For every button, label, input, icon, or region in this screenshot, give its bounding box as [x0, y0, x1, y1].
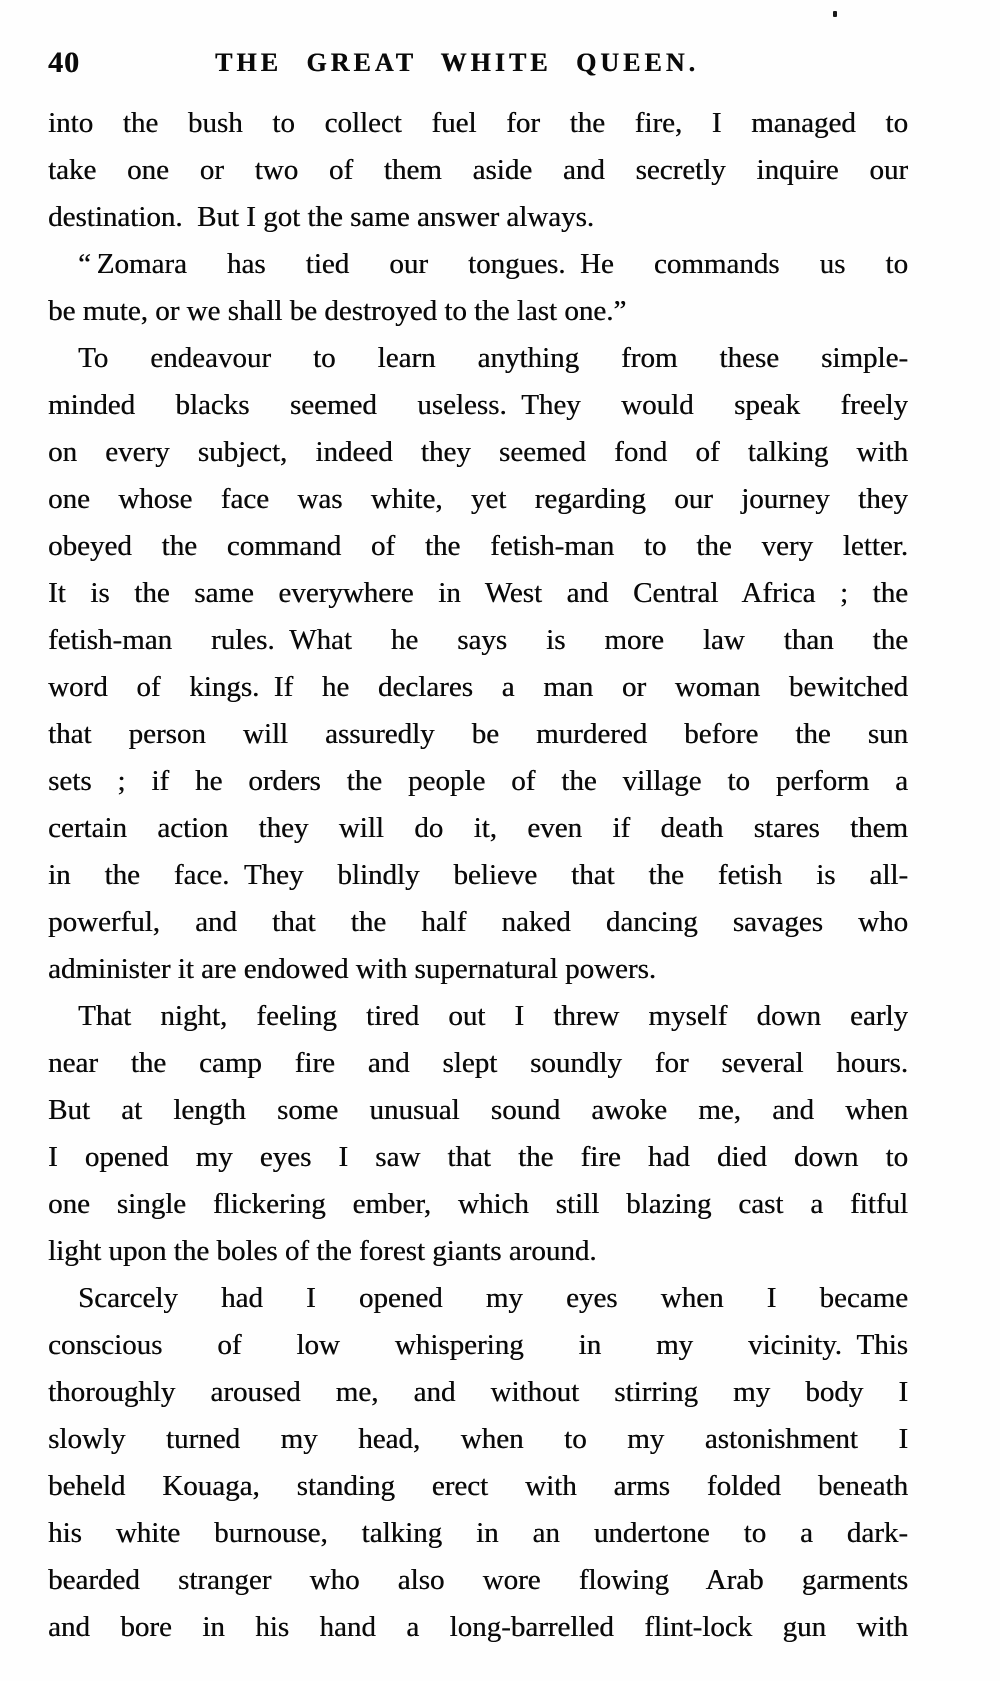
text-line: I opened my eyes I saw that the fire had died down to: [48, 1141, 908, 1173]
text-line: thoroughly aroused me, and without stirring my body I: [48, 1376, 908, 1408]
text-line: minded blacks seemed useless. They would speak freely: [48, 389, 908, 421]
scan-speck: [833, 11, 837, 17]
text-line: destination. But I got the same answer always.: [48, 201, 595, 233]
text-line: That night, feeling tired out I threw myself down early: [78, 1000, 908, 1032]
text-line: sets ; if he orders the people of the village to perform a: [48, 765, 908, 797]
text-line: beheld Kouaga, standing erect with arms folded beneath: [48, 1470, 908, 1502]
text-line: fetish-man rules. What he says is more law than the: [48, 624, 908, 656]
paragraph: [48, 335, 908, 993]
text-line: administer it are endowed with supernatural powers.: [48, 953, 657, 985]
text-line: light upon the boles of the forest giants around.: [48, 1235, 597, 1267]
text-line: But at length some unusual sound awoke me, and when: [48, 1094, 908, 1126]
text-line: be mute, or we shall be destroyed to the last one.”: [48, 295, 627, 327]
text-line: To endeavour to learn anything from these simple-: [78, 342, 908, 374]
page-number: 40: [48, 46, 80, 79]
page-body: [48, 100, 908, 1651]
text-line: obeyed the command of the fetish-man to the very letter.: [48, 530, 908, 562]
text-line: certain action they will do it, even if death stares them: [48, 812, 908, 844]
paragraph: [48, 993, 908, 1275]
text-line: into the bush to collect fuel for the fire, I managed to: [48, 107, 908, 139]
text-line: bearded stranger who also wore flowing Arab garments: [48, 1564, 908, 1596]
text-line: one single flickering ember, which still blazing cast a fitful: [48, 1188, 908, 1220]
text-line: “ Zomara has tied our tongues. He commands us to: [78, 248, 908, 280]
running-head: [48, 44, 952, 82]
text-line: word of kings. If he declares a man or woman bewitched: [48, 671, 908, 703]
text-line: on every subject, indeed they seemed fond of talking with: [48, 436, 908, 468]
text-line: slowly turned my head, when to my astonishment I: [48, 1423, 908, 1455]
text-line: Scarcely had I opened my eyes when I became: [78, 1282, 908, 1314]
text-line: and bore in his hand a long-barrelled flint-lock gun with: [48, 1611, 908, 1643]
text-line: one whose face was white, yet regarding our journey they: [48, 483, 908, 515]
paragraph: [48, 241, 908, 335]
paragraph: [48, 100, 908, 241]
paragraph: [48, 1275, 908, 1651]
text-line: near the camp fire and slept soundly for several hours.: [48, 1047, 908, 1079]
text-line: in the face. They blindly believe that the fetish is all-: [48, 859, 908, 891]
text-line: his white burnouse, talking in an undertone to a dark-: [48, 1517, 908, 1549]
running-title: THE GREAT WHITE QUEEN.: [215, 48, 699, 77]
text-line: that person will assuredly be murdered before the sun: [48, 718, 908, 750]
text-line: conscious of low whispering in my vicinity. This: [48, 1329, 908, 1361]
text-line: powerful, and that the half naked dancing savages who: [48, 906, 908, 938]
text-line: It is the same everywhere in West and Central Africa ; the: [48, 577, 908, 609]
text-line: take one or two of them aside and secretly inquire our: [48, 154, 908, 186]
